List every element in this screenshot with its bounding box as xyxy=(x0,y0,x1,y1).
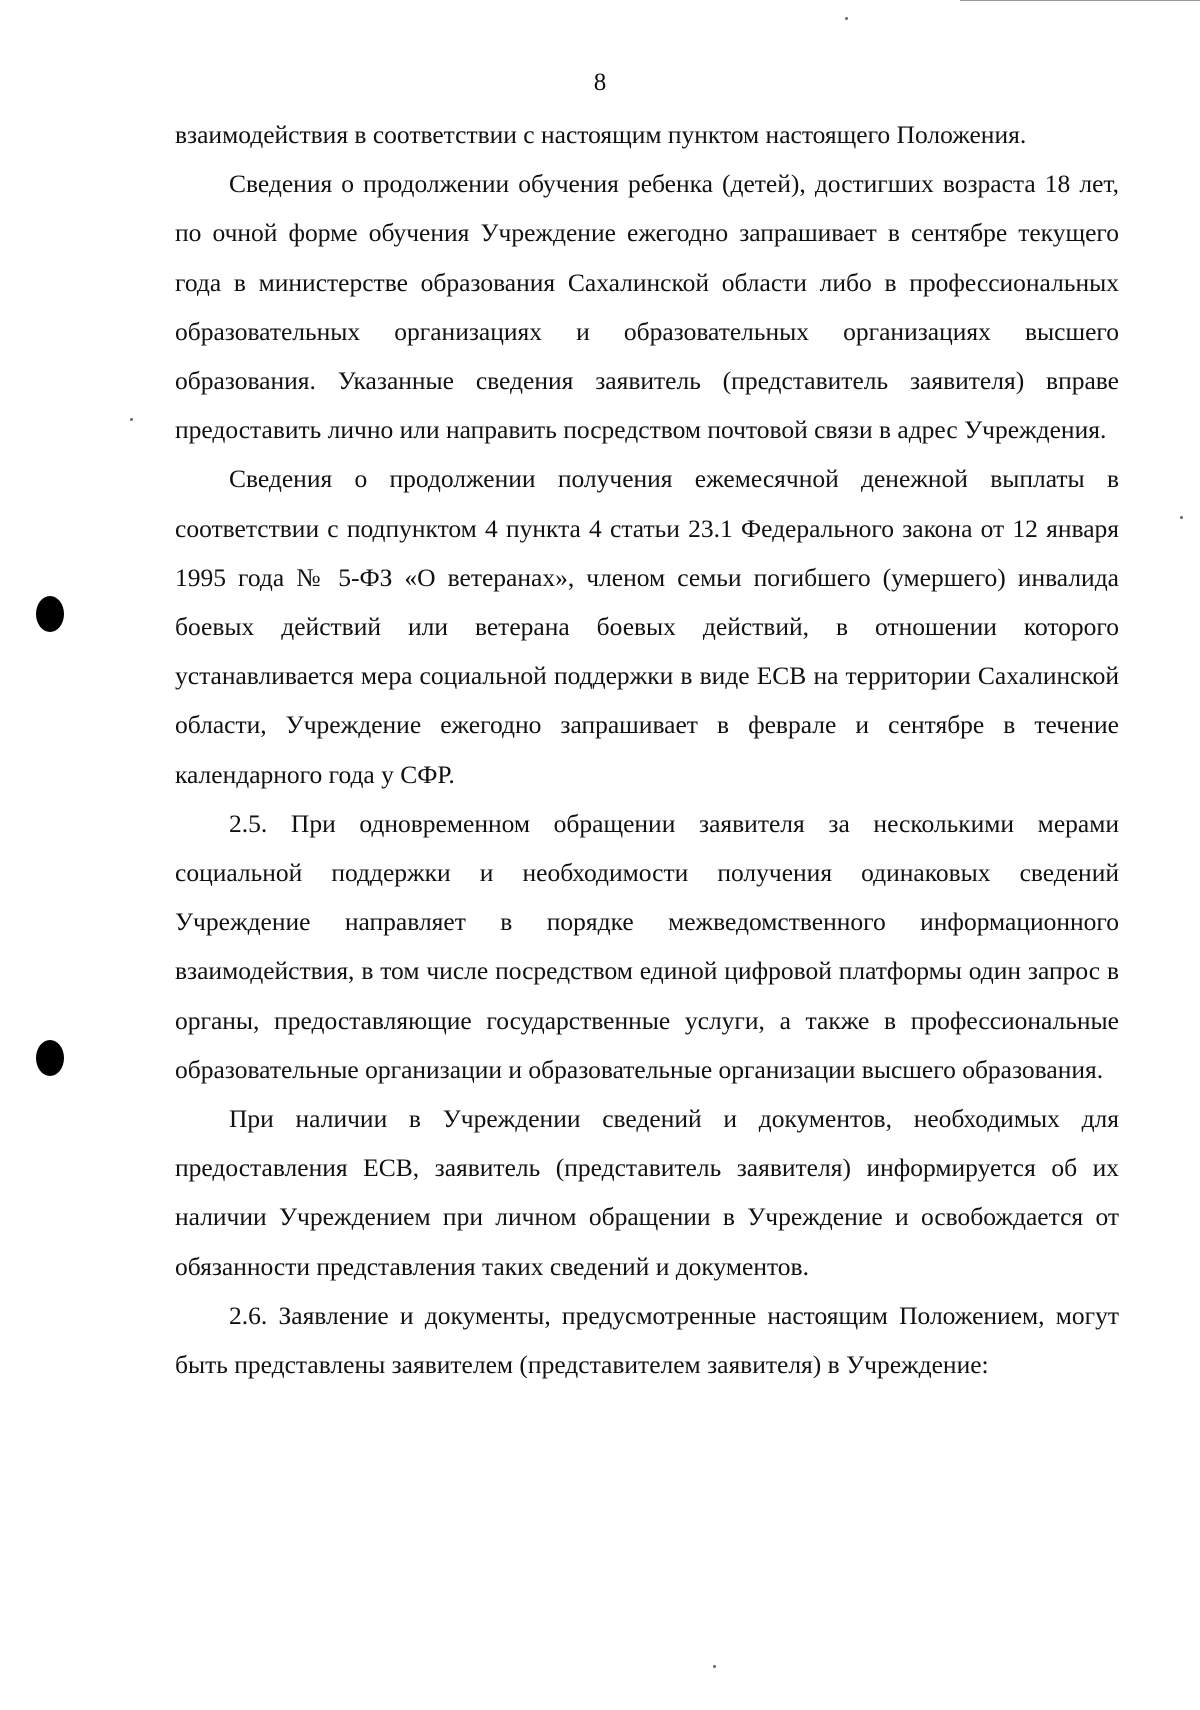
scan-speck xyxy=(713,1665,716,1668)
scan-speck xyxy=(130,418,133,421)
document-body xyxy=(175,110,1119,1389)
paragraph-documents-available: При наличии в Учреждении сведений и документов, необходимых для предоставления ЕСВ, заявитель (представитель заявителя) информируется об их наличии Учреждением при личном обращении в Учреждение и освобождается от обязанности представления таких сведений и документов. xyxy=(175,1104,1119,1281)
binder-hole-mark xyxy=(36,1040,64,1076)
page-number: 8 xyxy=(593,69,607,96)
paragraph-monthly-payment-info: Сведения о продолжении получения ежемесячной денежной выплаты в соответствии с подпунктом 4 пункта 4 статьи 23.1 Федерального закона от 12 января 1995 года № 5-ФЗ «О ветеранах», членом семьи погибшего (умершего) инвалида боевых действий или ветерана боевых действий, в отношении которого устанавливается мера социальной поддержки в виде ЕСВ на территории Сахалинской области, Учреждение ежегодно запрашивает в феврале и сентябре в течение календарного года у СФР. xyxy=(175,464,1119,789)
paragraph-2-5: 2.5. При одновременном обращении заявителя за несколькими мерами социальной поддержки и необходимости получения одинаковых сведений Учреждение направляет в порядке межведомственного информационного взаимодействия, в том числе посредством единой цифровой платформы один запрос в органы, предоставляющие государственные услуги, а также в профессиональные образовательные организации и образовательные организации высшего образования. xyxy=(175,808,1119,1084)
paragraph-continuation: взаимодействия в соответствии с настоящим пунктом настоящего Положения. xyxy=(175,120,1027,149)
scan-speck xyxy=(845,17,848,20)
scan-edge-line xyxy=(960,0,1200,1)
paragraph-2-6: 2.6. Заявление и документы, предусмотренные настоящим Положением, могут быть представлены заявителем (представителем заявителя) в Учреждение: xyxy=(175,1300,1119,1380)
paragraph-education-info: Сведения о продолжении обучения ребенка (детей), достигших возраста 18 лет, по очной форме обучения Учреждение ежегодно запрашивает в сентябре текущего года в министерстве образования Сахалинской области либо в профессиональных образовательных организациях и образовательных организациях высшего образования. Указанные сведения заявитель (представитель заявителя) вправе предоставить лично или направить посредством почтовой связи в адрес Учреждения. xyxy=(175,169,1119,445)
scan-speck xyxy=(1180,516,1183,519)
binder-hole-mark xyxy=(36,596,64,632)
